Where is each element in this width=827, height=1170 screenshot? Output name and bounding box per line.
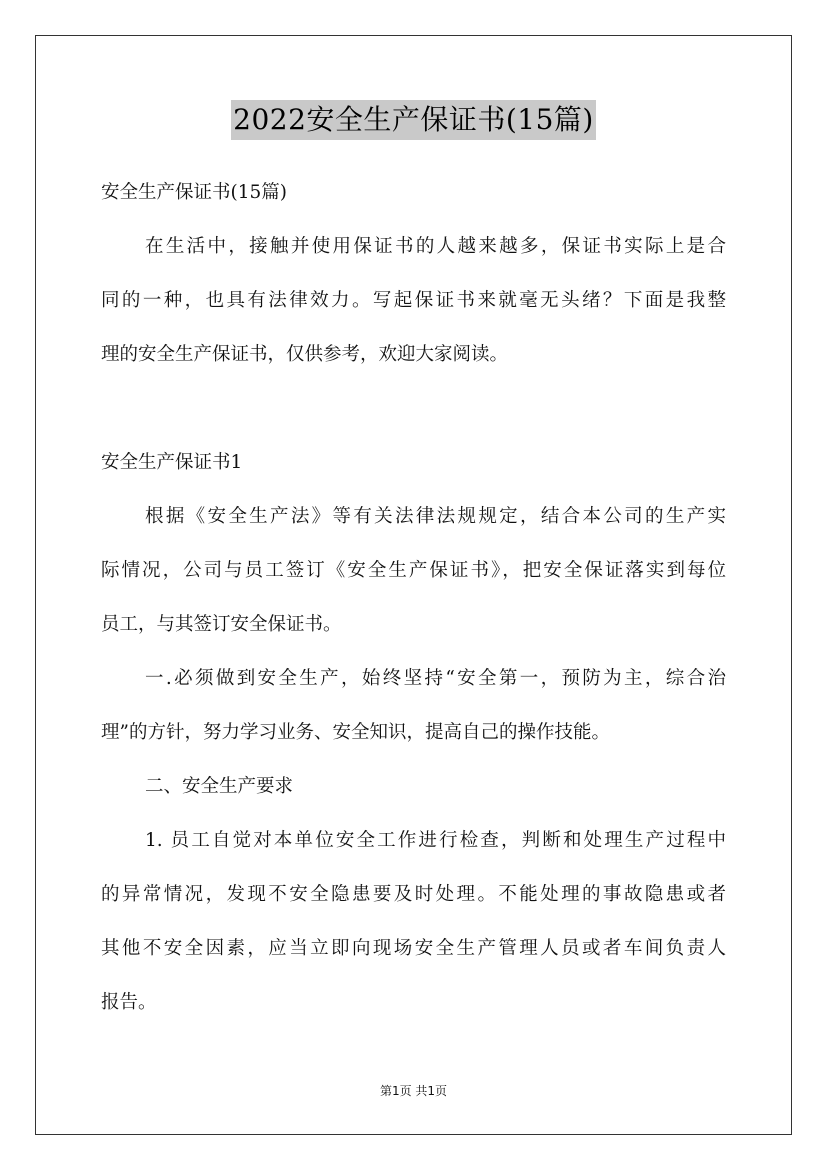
document-body [101,176,726,1040]
document-title: 2022安全生产保证书(15篇) [231,100,596,140]
paragraph-line: 在生活中，接触并使用保证书的人越来越多，保证书实际上是合 [145,236,726,257]
paragraph-line: 的异常情况，发现不安全隐患要及时处理。不能处理的事故隐患或者 [101,884,726,905]
paragraph-line: 一.必须做到安全生产，始终坚持“安全第一，预防为主，综合治 [145,668,726,689]
blank-line [101,392,726,446]
paragraph-line: 同的一种，也具有法律效力。写起保证书来就毫无头绪？下面是我整 [101,290,726,311]
paragraph-line: 员工，与其签订安全保证书。 [101,614,342,635]
paragraph-line: 根据《安全生产法》等有关法律法规规定，结合本公司的生产实 [145,506,726,527]
paragraph-line: 际情况，公司与员工签订《安全生产保证书》，把安全保证落实到每位 [101,560,726,581]
title-container [0,100,827,140]
paragraph-line: 理”的方针，努力学习业务、安全知识，提高自己的操作技能。 [101,722,610,743]
section-heading: 安全生产保证书1 [101,452,243,473]
paragraph-line: 理的安全生产保证书，仅供参考，欢迎大家阅读。 [101,344,509,365]
section-heading: 安全生产保证书(15篇) [101,182,287,203]
paragraph-line: 报告。 [101,992,157,1013]
paragraph-line: 其他不安全因素，应当立即向现场安全生产管理人员或者车间负责人 [101,938,726,959]
page-footer: 第1页 共1页 [379,1084,448,1098]
paragraph-line: 1. 员工自觉对本单位安全工作进行检查，判断和处理生产过程中 [145,830,726,851]
subsection-heading: 二、安全生产要求 [145,776,294,797]
